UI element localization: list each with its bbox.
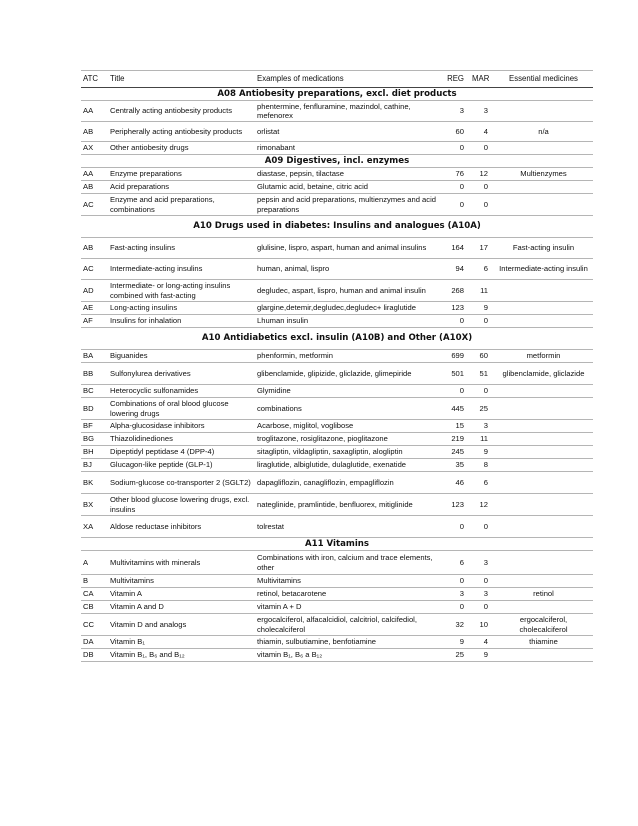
cell-examples: dapagliflozin, canagliflozin, empagliflozin	[255, 472, 443, 494]
cell-essential	[494, 459, 593, 472]
cell-examples: Multivitamins	[255, 575, 443, 588]
cell-examples: glargine,detemir,degludec,degludec+ liraglutide	[255, 302, 443, 315]
cell-mar: 0	[470, 194, 494, 216]
cell-title: Peripherally acting antiobesity products	[108, 122, 255, 142]
cell-title: Vitamin A and D	[108, 601, 255, 614]
section-header-row	[81, 538, 593, 551]
table-row	[81, 433, 593, 446]
cell-examples: troglitazone, rosiglitazone, pioglitazone	[255, 433, 443, 446]
cell-atc: CA	[81, 588, 108, 601]
cell-title: Sulfonylurea derivatives	[108, 363, 255, 385]
header-examples: Examples of medications	[255, 71, 443, 88]
cell-essential	[494, 385, 593, 398]
cell-title: Insulins for inhalation	[108, 315, 255, 328]
cell-essential: metformin	[494, 350, 593, 363]
cell-essential	[494, 472, 593, 494]
section-header-row	[81, 216, 593, 238]
table-row	[81, 302, 593, 315]
cell-mar: 3	[470, 101, 494, 122]
cell-mar: 3	[470, 551, 494, 575]
table-row	[81, 385, 593, 398]
table-row	[81, 494, 593, 516]
cell-atc: BG	[81, 433, 108, 446]
cell-examples: thiamin, sulbutiamine, benfotiamine	[255, 636, 443, 649]
cell-examples: rimonabant	[255, 142, 443, 155]
cell-essential	[494, 398, 593, 420]
cell-mar: 9	[470, 446, 494, 459]
cell-mar: 4	[470, 122, 494, 142]
cell-reg: 219	[443, 433, 470, 446]
cell-atc: BB	[81, 363, 108, 385]
cell-reg: 0	[443, 142, 470, 155]
cell-title: Vitamin A	[108, 588, 255, 601]
cell-atc: BX	[81, 494, 108, 516]
table-row	[81, 588, 593, 601]
table-body	[81, 88, 593, 662]
cell-examples: glulisine, lispro, aspart, human and animal insulins	[255, 238, 443, 259]
cell-essential	[494, 194, 593, 216]
cell-examples: ergocalciferol, alfacalcidiol, calcitriol, calcifediol, cholecalciferol	[255, 614, 443, 636]
cell-title: Vitamin B₁, B₆ and B₁₂	[108, 649, 255, 662]
cell-examples: Glymidine	[255, 385, 443, 398]
table-row	[81, 614, 593, 636]
cell-reg: 164	[443, 238, 470, 259]
cell-examples: phentermine, fenfluramine, mazindol, cathine, mefenorex	[255, 101, 443, 122]
cell-examples: combinations	[255, 398, 443, 420]
cell-atc: AC	[81, 194, 108, 216]
cell-reg: 123	[443, 494, 470, 516]
cell-title: Multivitamins with minerals	[108, 551, 255, 575]
table-row	[81, 551, 593, 575]
section-title: A10 Antidiabetics excl. insulin (A10B) and Other (A10X)	[81, 328, 593, 350]
cell-examples: Acarbose, miglitol, voglibose	[255, 420, 443, 433]
cell-essential	[494, 649, 593, 662]
cell-essential: glibenclamide, gliclazide	[494, 363, 593, 385]
cell-mar: 6	[470, 259, 494, 280]
cell-essential	[494, 494, 593, 516]
cell-reg: 9	[443, 636, 470, 649]
cell-mar: 17	[470, 238, 494, 259]
header-atc: ATC	[81, 71, 108, 88]
cell-reg: 0	[443, 385, 470, 398]
cell-essential	[494, 142, 593, 155]
cell-reg: 123	[443, 302, 470, 315]
cell-reg: 0	[443, 315, 470, 328]
cell-title: Heterocyclic sulfonamides	[108, 385, 255, 398]
cell-mar: 3	[470, 420, 494, 433]
cell-reg: 35	[443, 459, 470, 472]
cell-atc: AC	[81, 259, 108, 280]
cell-essential: Intermediate-acting insulin	[494, 259, 593, 280]
cell-title: Intermediate- or long-acting insulins combined with fast-acting	[108, 280, 255, 302]
cell-examples: diastase, pepsin, tilactase	[255, 168, 443, 181]
cell-mar: 25	[470, 398, 494, 420]
cell-title: Acid preparations	[108, 181, 255, 194]
cell-atc: BK	[81, 472, 108, 494]
table-row	[81, 459, 593, 472]
cell-mar: 60	[470, 350, 494, 363]
cell-essential	[494, 302, 593, 315]
cell-reg: 3	[443, 588, 470, 601]
cell-reg: 3	[443, 101, 470, 122]
cell-reg: 0	[443, 601, 470, 614]
cell-reg: 268	[443, 280, 470, 302]
cell-mar: 0	[470, 516, 494, 538]
header-essential: Essential medicines	[494, 71, 593, 88]
cell-mar: 11	[470, 280, 494, 302]
cell-reg: 25	[443, 649, 470, 662]
cell-essential	[494, 181, 593, 194]
cell-essential	[494, 420, 593, 433]
cell-reg: 60	[443, 122, 470, 142]
cell-atc: BC	[81, 385, 108, 398]
cell-title: Alpha-glucosidase inhibitors	[108, 420, 255, 433]
table-header-row	[81, 71, 593, 88]
cell-essential: n/a	[494, 122, 593, 142]
section-title: A08 Antiobesity preparations, excl. diet products	[81, 88, 593, 101]
cell-title: Enzyme and acid preparations, combinations	[108, 194, 255, 216]
cell-mar: 0	[470, 575, 494, 588]
section-header-row	[81, 328, 593, 350]
cell-reg: 15	[443, 420, 470, 433]
document-page	[81, 70, 593, 662]
cell-atc: AX	[81, 142, 108, 155]
table-row	[81, 420, 593, 433]
cell-atc: AA	[81, 101, 108, 122]
table-row	[81, 350, 593, 363]
cell-examples: vitamin B₁, B₆ a B₁₂	[255, 649, 443, 662]
cell-reg: 0	[443, 181, 470, 194]
cell-essential	[494, 446, 593, 459]
cell-essential	[494, 315, 593, 328]
table-row	[81, 259, 593, 280]
cell-examples: Glutamic acid, betaine, citric acid	[255, 181, 443, 194]
cell-reg: 501	[443, 363, 470, 385]
cell-atc: XA	[81, 516, 108, 538]
section-header-row	[81, 155, 593, 168]
header-title: Title	[108, 71, 255, 88]
table-row	[81, 142, 593, 155]
cell-atc: AE	[81, 302, 108, 315]
cell-examples: human, animal, lispro	[255, 259, 443, 280]
cell-atc: CB	[81, 601, 108, 614]
cell-atc: DB	[81, 649, 108, 662]
cell-examples: sitagliptin, vildagliptin, saxagliptin, alogliptin	[255, 446, 443, 459]
cell-atc: BH	[81, 446, 108, 459]
table-row	[81, 315, 593, 328]
table-row	[81, 280, 593, 302]
cell-reg: 699	[443, 350, 470, 363]
cell-essential	[494, 280, 593, 302]
cell-atc: AA	[81, 168, 108, 181]
table-row	[81, 398, 593, 420]
cell-mar: 12	[470, 494, 494, 516]
cell-examples: glibenclamide, glipizide, gliclazide, glimepiride	[255, 363, 443, 385]
table-row	[81, 194, 593, 216]
cell-reg: 76	[443, 168, 470, 181]
cell-title: Long-acting insulins	[108, 302, 255, 315]
table-row	[81, 601, 593, 614]
cell-reg: 6	[443, 551, 470, 575]
table-row	[81, 101, 593, 122]
cell-essential: Multienzymes	[494, 168, 593, 181]
cell-essential	[494, 575, 593, 588]
cell-title: Multivitamins	[108, 575, 255, 588]
cell-atc: AD	[81, 280, 108, 302]
cell-reg: 0	[443, 575, 470, 588]
cell-title: Centrally acting antiobesity products	[108, 101, 255, 122]
cell-atc: B	[81, 575, 108, 588]
cell-title: Combinations of oral blood glucose lowering drugs	[108, 398, 255, 420]
cell-examples: nateglinide, pramlintide, benfluorex, mitiglinide	[255, 494, 443, 516]
cell-atc: AB	[81, 181, 108, 194]
cell-title: Fast-acting insulins	[108, 238, 255, 259]
table-row	[81, 446, 593, 459]
section-title: A11 Vitamins	[81, 538, 593, 551]
section-title: A10 Drugs used in diabetes: Insulins and analogues (A10A)	[81, 216, 593, 238]
table-row	[81, 363, 593, 385]
cell-examples: pepsin and acid preparations, multienzymes and acid preparations	[255, 194, 443, 216]
cell-title: Sodium-glucose co-transporter 2 (SGLT2)	[108, 472, 255, 494]
cell-essential: thiamine	[494, 636, 593, 649]
header-reg: REG	[443, 71, 470, 88]
cell-atc: BA	[81, 350, 108, 363]
cell-title: Other antiobesity drugs	[108, 142, 255, 155]
cell-mar: 6	[470, 472, 494, 494]
cell-reg: 0	[443, 194, 470, 216]
table-row	[81, 649, 593, 662]
cell-examples: phenformin, metformin	[255, 350, 443, 363]
cell-essential: ergocalciferol, cholecalciferol	[494, 614, 593, 636]
table-row	[81, 181, 593, 194]
cell-examples: liraglutide, albiglutide, dulaglutide, exenatide	[255, 459, 443, 472]
cell-mar: 0	[470, 385, 494, 398]
table-row	[81, 238, 593, 259]
cell-mar: 3	[470, 588, 494, 601]
cell-mar: 0	[470, 601, 494, 614]
table-row	[81, 122, 593, 142]
cell-essential	[494, 516, 593, 538]
cell-mar: 12	[470, 168, 494, 181]
cell-essential	[494, 601, 593, 614]
cell-examples: orlistat	[255, 122, 443, 142]
cell-atc: AF	[81, 315, 108, 328]
section-header-row	[81, 88, 593, 101]
cell-examples: tolrestat	[255, 516, 443, 538]
cell-title: Vitamin D and analogs	[108, 614, 255, 636]
cell-essential	[494, 433, 593, 446]
cell-mar: 0	[470, 181, 494, 194]
cell-title: Vitamin B₁	[108, 636, 255, 649]
cell-examples: Lhuman insulin	[255, 315, 443, 328]
cell-atc: CC	[81, 614, 108, 636]
cell-title: Thiazolidinediones	[108, 433, 255, 446]
cell-title: Dipeptidyl peptidase 4 (DPP-4)	[108, 446, 255, 459]
cell-mar: 0	[470, 142, 494, 155]
atc-medicines-table	[81, 70, 593, 662]
cell-mar: 51	[470, 363, 494, 385]
cell-essential	[494, 101, 593, 122]
cell-atc: AB	[81, 238, 108, 259]
cell-title: Biguanides	[108, 350, 255, 363]
cell-essential: Fast-acting insulin	[494, 238, 593, 259]
cell-examples: retinol, betacarotene	[255, 588, 443, 601]
cell-atc: BD	[81, 398, 108, 420]
cell-atc: A	[81, 551, 108, 575]
table-row	[81, 472, 593, 494]
cell-title: Aldose reductase inhibitors	[108, 516, 255, 538]
cell-examples: vitamin A + D	[255, 601, 443, 614]
cell-reg: 445	[443, 398, 470, 420]
section-title: A09 Digestives, incl. enzymes	[81, 155, 593, 168]
cell-essential: retinol	[494, 588, 593, 601]
cell-atc: DA	[81, 636, 108, 649]
cell-examples: degludec, aspart, lispro, human and animal insulin	[255, 280, 443, 302]
cell-title: Intermediate-acting insulins	[108, 259, 255, 280]
cell-mar: 9	[470, 302, 494, 315]
table-row	[81, 575, 593, 588]
table-row	[81, 636, 593, 649]
cell-title: Other blood glucose lowering drugs, excl. insulins	[108, 494, 255, 516]
cell-mar: 11	[470, 433, 494, 446]
cell-mar: 9	[470, 649, 494, 662]
cell-mar: 10	[470, 614, 494, 636]
cell-essential	[494, 551, 593, 575]
cell-title: Enzyme preparations	[108, 168, 255, 181]
cell-reg: 245	[443, 446, 470, 459]
cell-reg: 32	[443, 614, 470, 636]
cell-mar: 8	[470, 459, 494, 472]
cell-title: Glucagon-like peptide (GLP-1)	[108, 459, 255, 472]
cell-atc: BF	[81, 420, 108, 433]
cell-atc: BJ	[81, 459, 108, 472]
cell-examples: Combinations with iron, calcium and trace elements, other	[255, 551, 443, 575]
cell-mar: 4	[470, 636, 494, 649]
table-row	[81, 516, 593, 538]
cell-mar: 0	[470, 315, 494, 328]
cell-atc: AB	[81, 122, 108, 142]
cell-reg: 94	[443, 259, 470, 280]
header-mar: MAR	[470, 71, 494, 88]
cell-reg: 0	[443, 516, 470, 538]
cell-reg: 46	[443, 472, 470, 494]
table-row	[81, 168, 593, 181]
